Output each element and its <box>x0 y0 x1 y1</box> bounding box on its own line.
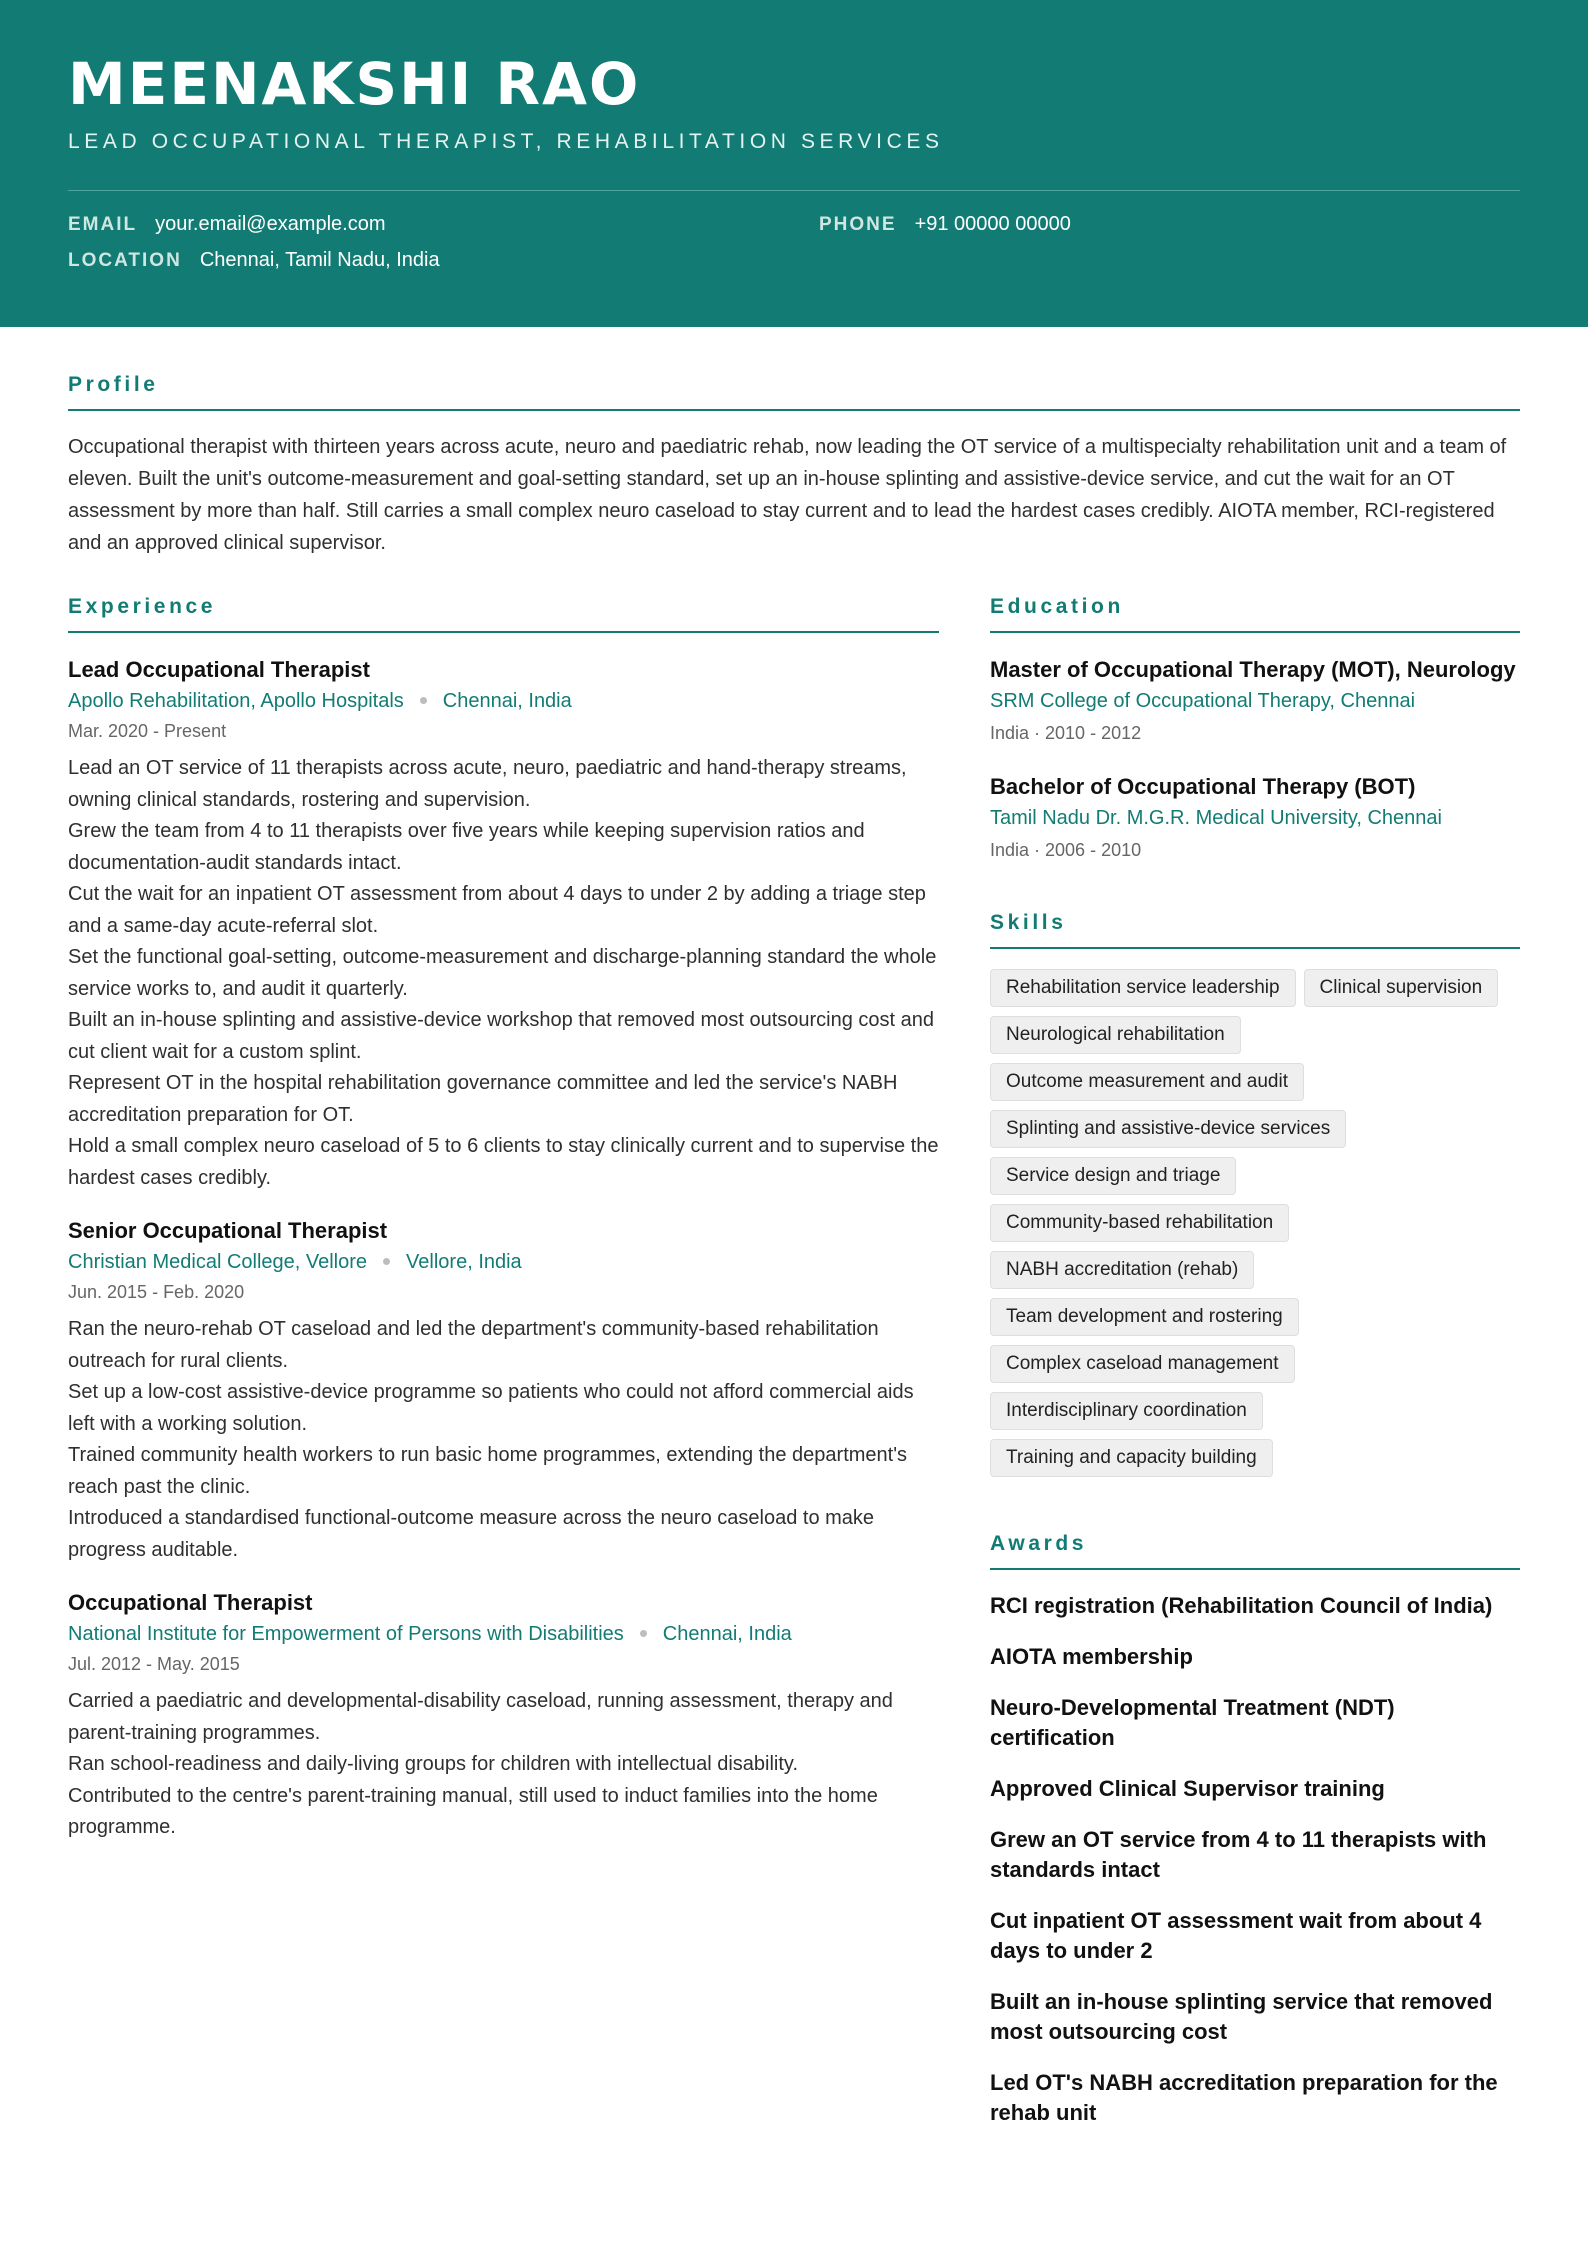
school: Tamil Nadu Dr. M.G.R. Medical University, Chennai <box>990 807 1442 829</box>
job-bullet: Set the functional goal-setting, outcome-measurement and discharge-planning standard the whole service works to, and audit it quarterly. <box>68 946 937 1000</box>
education-entry <box>990 772 1520 865</box>
award-item: Led OT's NABH accreditation preparation for the rehab unit <box>990 2070 1498 2125</box>
location-value: Chennai, Tamil Nadu, India <box>199 249 440 271</box>
job-bullet: Ran school-readiness and daily-living groups for children with intellectual disability. <box>68 1753 798 1775</box>
experience-section <box>68 595 939 1844</box>
skill-chip: Neurological rehabilitation <box>990 1016 1241 1054</box>
separator-dot <box>383 1258 390 1265</box>
employer: Christian Medical College, Vellore <box>68 1251 368 1273</box>
awards-section <box>990 1532 1520 2128</box>
award-item: Neuro-Developmental Treatment (NDT) certification <box>990 1695 1395 1750</box>
education-meta: India · 2006 - 2010 <box>990 840 1142 860</box>
job-dates: Jun. 2015 - Feb. 2020 <box>68 1282 245 1302</box>
skill-chip: Rehabilitation service leadership <box>990 969 1296 1007</box>
separator-dot <box>640 1630 647 1637</box>
job-title: Lead Occupational Therapist <box>68 657 370 682</box>
job-bullet: Ran the neuro-rehab OT caseload and led the department's community-based rehabilitation outreach for rural clients. <box>68 1318 879 1372</box>
school: SRM College of Occupational Therapy, Chennai <box>990 690 1416 712</box>
right-column <box>990 595 1520 2128</box>
award-item: AIOTA membership <box>990 1644 1193 1669</box>
job-bullet: Represent OT in the hospital rehabilitation governance committee and led the service's NABH accreditation preparation for OT. <box>68 1072 898 1126</box>
job-dates: Mar. 2020 - Present <box>68 721 227 741</box>
location-label: LOCATION <box>68 250 182 271</box>
skill-chip: Outcome measurement and audit <box>990 1063 1304 1101</box>
award-item: Built an in-house splinting service that removed most outsourcing cost <box>990 1989 1493 2044</box>
profile-text: Occupational therapist with thirteen years across acute, neuro and paediatric rehab, now leading the OT service of a multispecialty rehabilitation unit and a team of eleven. Built the unit's outcome-measurement and goal-setting standard, set up an in-house splinting and assistive-device service, and cut the wait for an OT assessment by more than half. Still carries a small complex neuro caseload to stay current and to lead the hardest cases credibly. AIOTA member, RCI-registered and an approved clinical supervisor. <box>68 436 1507 554</box>
education-heading: Education <box>990 595 1520 633</box>
job-entry <box>68 1588 939 1844</box>
education-section <box>990 595 1520 865</box>
job-bullet: Set up a low-cost assistive-device programme so patients who could not afford commercial aids left with a working solution. <box>68 1381 914 1435</box>
email-label: EMAIL <box>68 214 138 235</box>
phone-label: PHONE <box>819 214 897 235</box>
skill-chip: Training and capacity building <box>990 1439 1273 1477</box>
award-item: Grew an OT service from 4 to 11 therapists with standards intact <box>990 1827 1487 1882</box>
skills-list <box>990 969 1520 1486</box>
education-meta: India · 2010 - 2012 <box>990 723 1142 743</box>
job-bullet: Trained community health workers to run basic home programmes, extending the department's reach past the clinic. <box>68 1444 908 1498</box>
job-location: Chennai, India <box>442 690 572 712</box>
awards-list <box>990 1591 1520 2128</box>
skill-chip: Service design and triage <box>990 1157 1236 1195</box>
job-bullet: Built an in-house splinting and assistive-device workshop that removed most outsourcing cost and cut client wait for a custom splint. <box>68 1009 935 1063</box>
job-organization <box>68 685 939 717</box>
job-bullet: Hold a small complex neuro caseload of 5 to 6 clients to stay clinically current and to supervise the hardest cases credibly. <box>68 1135 939 1189</box>
job-bullet: Introduced a standardised functional-outcome measure across the neuro caseload to make progress auditable. <box>68 1507 875 1561</box>
candidate-title: LEAD OCCUPATIONAL THERAPIST, REHABILITATION SERVICES <box>68 130 944 153</box>
skills-heading: Skills <box>990 911 1520 949</box>
skill-chip: Community-based rehabilitation <box>990 1204 1289 1242</box>
skills-section <box>990 911 1520 1486</box>
separator-dot <box>420 697 427 704</box>
awards-heading: Awards <box>990 1532 1520 1570</box>
job-bullet: Lead an OT service of 11 therapists across acute, neuro, paediatric and hand-therapy streams, owning clinical standards, rostering and supervision. <box>68 757 907 811</box>
degree: Bachelor of Occupational Therapy (BOT) <box>990 774 1416 799</box>
award-item: Approved Clinical Supervisor training <box>990 1776 1385 1801</box>
job-title: Occupational Therapist <box>68 1590 313 1615</box>
skill-chip: Splinting and assistive-device services <box>990 1110 1346 1148</box>
job-dates: Jul. 2012 - May. 2015 <box>68 1654 240 1674</box>
skill-chip: NABH accreditation (rehab) <box>990 1251 1254 1289</box>
education-entry <box>990 655 1520 748</box>
experience-heading: Experience <box>68 595 939 633</box>
contact-block <box>68 213 1520 293</box>
phone-value[interactable]: +91 00000 00000 <box>914 213 1071 235</box>
job-title: Senior Occupational Therapist <box>68 1218 388 1243</box>
award-item: RCI registration (Rehabilitation Council of India) <box>990 1593 1493 1618</box>
left-column <box>68 595 939 2128</box>
employer: Apollo Rehabilitation, Apollo Hospitals <box>68 690 404 712</box>
award-item: Cut inpatient OT assessment wait from about 4 days to under 2 <box>990 1908 1482 1963</box>
profile-section <box>68 373 1520 559</box>
header-divider <box>68 190 1520 191</box>
profile-heading: Profile <box>68 373 1520 411</box>
job-bullet: Grew the team from 4 to 11 therapists over five years while keeping supervision ratios and documentation-audit standards intact. <box>68 820 865 874</box>
job-bullet: Contributed to the centre's parent-training manual, still used to induct families into the home programme. <box>68 1784 878 1838</box>
job-organization <box>68 1618 939 1650</box>
job-location: Vellore, India <box>406 1251 522 1273</box>
job-bullet: Carried a paediatric and developmental-disability caseload, running assessment, therapy and parent-training programmes. <box>68 1690 893 1744</box>
skill-chip: Complex caseload management <box>990 1345 1295 1383</box>
two-column-layout <box>68 595 1520 2128</box>
skill-chip: Interdisciplinary coordination <box>990 1392 1263 1430</box>
contact-phone <box>819 213 1071 236</box>
job-entry <box>68 655 939 1194</box>
degree: Master of Occupational Therapy (MOT), Neurology <box>990 657 1516 682</box>
employer: National Institute for Empowerment of Persons with Disabilities <box>68 1623 624 1645</box>
resume-header <box>0 0 1588 327</box>
job-entry <box>68 1216 939 1566</box>
job-bullet: Cut the wait for an inpatient OT assessment from about 4 days to under 2 by adding a triage step and a same-day acute-referral slot. <box>68 883 926 937</box>
job-location: Chennai, India <box>662 1623 792 1645</box>
contact-location <box>68 249 440 272</box>
job-organization <box>68 1246 939 1278</box>
email-value[interactable]: your.email@example.com <box>155 213 386 235</box>
resume-body <box>0 373 1588 2128</box>
skill-chip: Team development and rostering <box>990 1298 1299 1336</box>
candidate-name: MEENAKSHI RAO <box>68 50 641 118</box>
skill-chip: Clinical supervision <box>1304 969 1499 1007</box>
contact-email <box>68 213 386 236</box>
